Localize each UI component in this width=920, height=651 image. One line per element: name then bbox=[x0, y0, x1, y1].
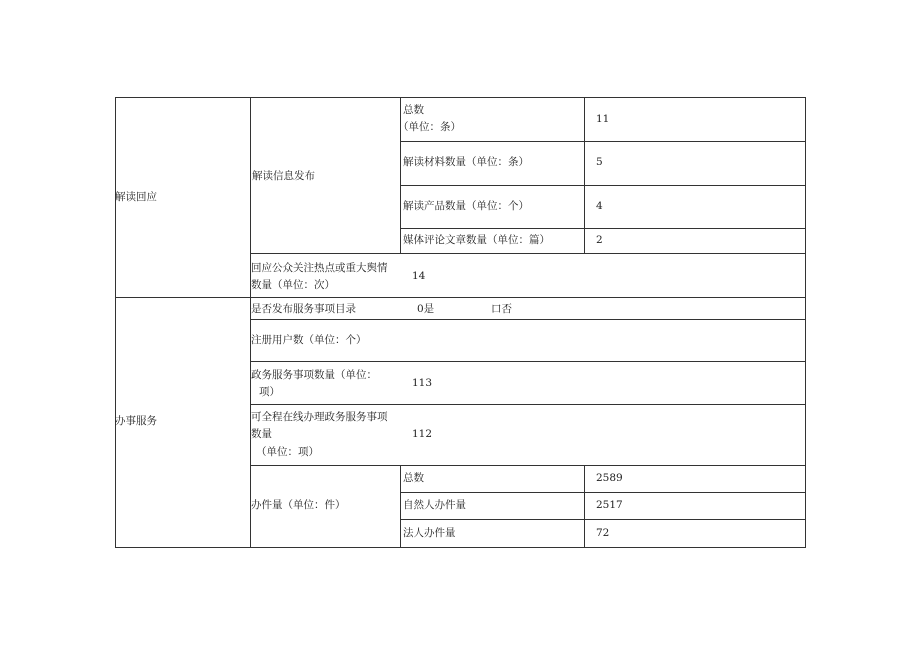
row-divider bbox=[250, 319, 806, 320]
row-value: 2517 bbox=[596, 499, 623, 511]
row-divider bbox=[400, 185, 806, 186]
row-divider bbox=[250, 253, 806, 254]
row-value: 14 bbox=[412, 270, 426, 282]
row-label: 回应公众关注热点或重大舆情 bbox=[251, 262, 388, 274]
row-label: 解读材料数量（单位：条） bbox=[403, 156, 529, 168]
category-cell: 解读回应 bbox=[115, 191, 157, 203]
table-border-left bbox=[115, 97, 116, 548]
row-label: 总数 bbox=[403, 472, 424, 484]
row-value: 4 bbox=[596, 200, 603, 212]
option-no: 口否 bbox=[491, 303, 512, 315]
row-label: 办件量（单位：件） bbox=[251, 499, 346, 511]
category-cell: 办事服务 bbox=[115, 415, 157, 427]
row-divider bbox=[400, 228, 806, 229]
row-label: 项） bbox=[259, 386, 280, 398]
row-label: 可全程在线办理政务服务事项 bbox=[251, 411, 388, 423]
row-label: 是否发布服务事项目录 bbox=[251, 303, 356, 315]
section-divider bbox=[115, 297, 806, 298]
row-value: 112 bbox=[412, 428, 433, 440]
row-label: 自然人办件量 bbox=[403, 499, 466, 511]
row-value: 72 bbox=[596, 527, 610, 539]
row-divider bbox=[400, 141, 806, 142]
row-divider bbox=[250, 361, 806, 362]
row-label: 法人办件量 bbox=[403, 527, 456, 539]
row-label: 政务服务事项数量（单位： bbox=[251, 369, 377, 381]
table-border-top bbox=[115, 97, 806, 98]
row-label: 数量（单位：次） bbox=[251, 279, 335, 291]
row-value: 2 bbox=[596, 234, 603, 246]
table-border-bottom bbox=[115, 547, 806, 548]
row-divider bbox=[400, 519, 806, 520]
row-value: 11 bbox=[596, 113, 610, 125]
column-divider bbox=[584, 465, 585, 548]
option-yes: 0是 bbox=[417, 303, 435, 315]
row-label: （单位：条） bbox=[398, 121, 461, 133]
column-divider bbox=[584, 97, 585, 254]
column-divider bbox=[250, 97, 251, 548]
row-value: 2589 bbox=[596, 472, 623, 484]
row-value: 5 bbox=[596, 156, 603, 168]
table-border-right bbox=[805, 97, 806, 548]
column-divider bbox=[400, 465, 401, 548]
row-label: 总数 bbox=[403, 104, 424, 116]
row-value: 113 bbox=[412, 377, 433, 389]
subcategory-cell: 解读信息发布 bbox=[252, 170, 315, 182]
row-label: 数量 bbox=[251, 428, 272, 440]
row-divider bbox=[250, 404, 806, 405]
row-label: 解读产品数量（单位：个） bbox=[403, 200, 529, 212]
row-label: （单位：项） bbox=[256, 446, 319, 458]
row-label: 注册用户数（单位：个） bbox=[251, 334, 367, 346]
row-divider bbox=[400, 492, 806, 493]
row-divider bbox=[250, 465, 806, 466]
row-label: 媒体评论文章数量（单位：篇） bbox=[403, 234, 550, 246]
